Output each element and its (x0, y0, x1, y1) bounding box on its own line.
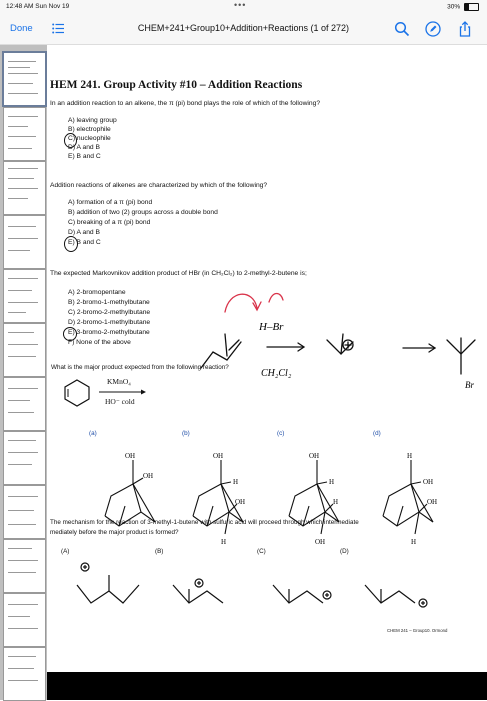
handwritten-br-label: Br (465, 380, 474, 390)
page-thumbnail[interactable] (3, 647, 46, 701)
oh-label: OH (235, 498, 246, 506)
oh-label: OH (213, 452, 224, 460)
answer-circle-mark (64, 133, 77, 148)
chair-structure-c (281, 438, 351, 546)
page-thumbnail[interactable] (3, 377, 46, 431)
chair-structure-b (185, 438, 255, 546)
chair-structure-d (375, 438, 455, 546)
page-thumbnail[interactable] (3, 323, 46, 377)
question-1-option: C) nucleophile (68, 135, 111, 142)
choice-label-c: (c) (277, 430, 285, 437)
share-icon[interactable] (457, 21, 473, 37)
page-thumbnail[interactable] (3, 269, 46, 323)
reaction-arrow (99, 388, 149, 396)
question-2-option: D) A and B (68, 229, 100, 236)
choice-label-B: (B) (155, 548, 164, 555)
more-dots-icon[interactable]: ••• (234, 0, 247, 10)
handwritten-solvent: CH₂Cl₂ (261, 368, 292, 379)
reagent-bottom-label: HO⁻ cold (105, 397, 135, 406)
h-label: H (411, 538, 417, 546)
question-3-option: D) 2-bromo-1-methylbutane (68, 319, 151, 326)
done-button[interactable]: Done (10, 23, 33, 34)
h-label: H (233, 478, 239, 486)
question-1-option: A) leaving group (68, 117, 117, 124)
page-thumbnail[interactable] (3, 161, 46, 215)
page-thumbnail[interactable] (3, 431, 46, 485)
page-thumbnail[interactable] (3, 485, 46, 539)
question-5-prompt-cont: mediately before the major product is formed? (50, 529, 179, 536)
toolbar (0, 14, 487, 45)
status-bar (0, 0, 487, 14)
answer-circle-mark (64, 236, 78, 252)
page-thumbnail[interactable] (2, 51, 47, 107)
question-1-option: E) B and C (68, 153, 101, 160)
markup-pen-icon[interactable] (425, 21, 441, 37)
page-title: HEM 241. Group Activity #10 – Addition Reactions (50, 79, 303, 91)
question-4-prompt: What is the major product expected from the following reaction? (51, 364, 229, 371)
question-2-prompt: Addition reactions of alkenes are characterized by which of the following? (50, 182, 268, 189)
status-time: 12:48 AM Sun Nov 19 (6, 3, 70, 10)
question-3-prompt: The expected Markovnikov addition product of HBr (in CH₂Cl₂) to 2-methyl-2-butene is; (50, 270, 307, 277)
cyclohexene-structure (61, 378, 93, 408)
oh-label: OH (315, 538, 326, 546)
question-3-option: A) 2-bromopentane (68, 289, 126, 296)
page-thumbnail[interactable] (3, 539, 46, 593)
question-1-option: B) electrophile (68, 126, 111, 133)
question-1-option: D) A and B (68, 144, 100, 151)
oh-label: OH (309, 452, 320, 460)
page-thumbnail[interactable] (3, 215, 46, 269)
battery-indicator (447, 3, 479, 11)
page-thumbnail[interactable] (3, 107, 46, 161)
question-2-option: B) addition of two (2) groups across a double bond (68, 209, 218, 216)
question-2-option: A) formation of a π (pi) bond (68, 199, 153, 206)
h-label: H (407, 452, 413, 460)
question-3-option: C) 2-bromo-2-methylbutane (68, 309, 151, 316)
battery-icon (464, 3, 479, 11)
oh-label: OH (427, 498, 438, 506)
search-icon[interactable] (394, 21, 410, 37)
choice-label-d: (d) (373, 430, 381, 437)
answer-circle-mark (63, 327, 77, 341)
h-label: H (333, 498, 339, 506)
document-page (47, 45, 487, 700)
page-thumbnail[interactable] (3, 593, 46, 647)
question-3-option: F) None of the above (68, 339, 131, 346)
battery-percent: 30% (447, 3, 461, 11)
choice-label-D: (D) (340, 548, 349, 555)
choice-label-A: (A) (61, 548, 70, 555)
handwritten-reagent: H–Br (259, 321, 284, 333)
h-label: H (329, 478, 335, 486)
h-label: H (221, 538, 227, 546)
choice-label-b: (b) (182, 430, 190, 437)
question-2-option: C) breaking of a π (pi) bond (68, 219, 151, 226)
page-footer: CHEM 241 – Group10. Ormond (387, 628, 448, 633)
document-title: CHEM+241+Group10+Addition+Reactions (1 of 272) (137, 23, 350, 33)
choice-label-C: (C) (257, 548, 266, 555)
question-3-option: B) 2-bromo-1-methylbutane (68, 299, 150, 306)
oh-label: OH (143, 472, 154, 480)
handwritten-mechanism-sketch (195, 250, 485, 390)
question-5-prompt: The mechanism for the reaction of 3-methyl-1-butene with sulfuric acid will proceed through which intermediate (50, 519, 359, 526)
oh-label: OH (125, 452, 136, 460)
question-3-option: E) 3-bromo-2-methylbutane (68, 329, 150, 336)
oh-label: OH (423, 478, 434, 486)
question-2-option: E) B and C (68, 239, 101, 246)
question-1-prompt: In an addition reaction to an alkene, the π (pi) bond plays the role of which of the following? (50, 100, 321, 107)
page-thumbnail-sidebar[interactable] (0, 45, 47, 700)
reagent-top-label: KMnO₄ (107, 377, 131, 386)
choice-label-a: (a) (89, 430, 97, 437)
bottom-bar (47, 672, 487, 700)
carbocation-structures (47, 555, 487, 615)
